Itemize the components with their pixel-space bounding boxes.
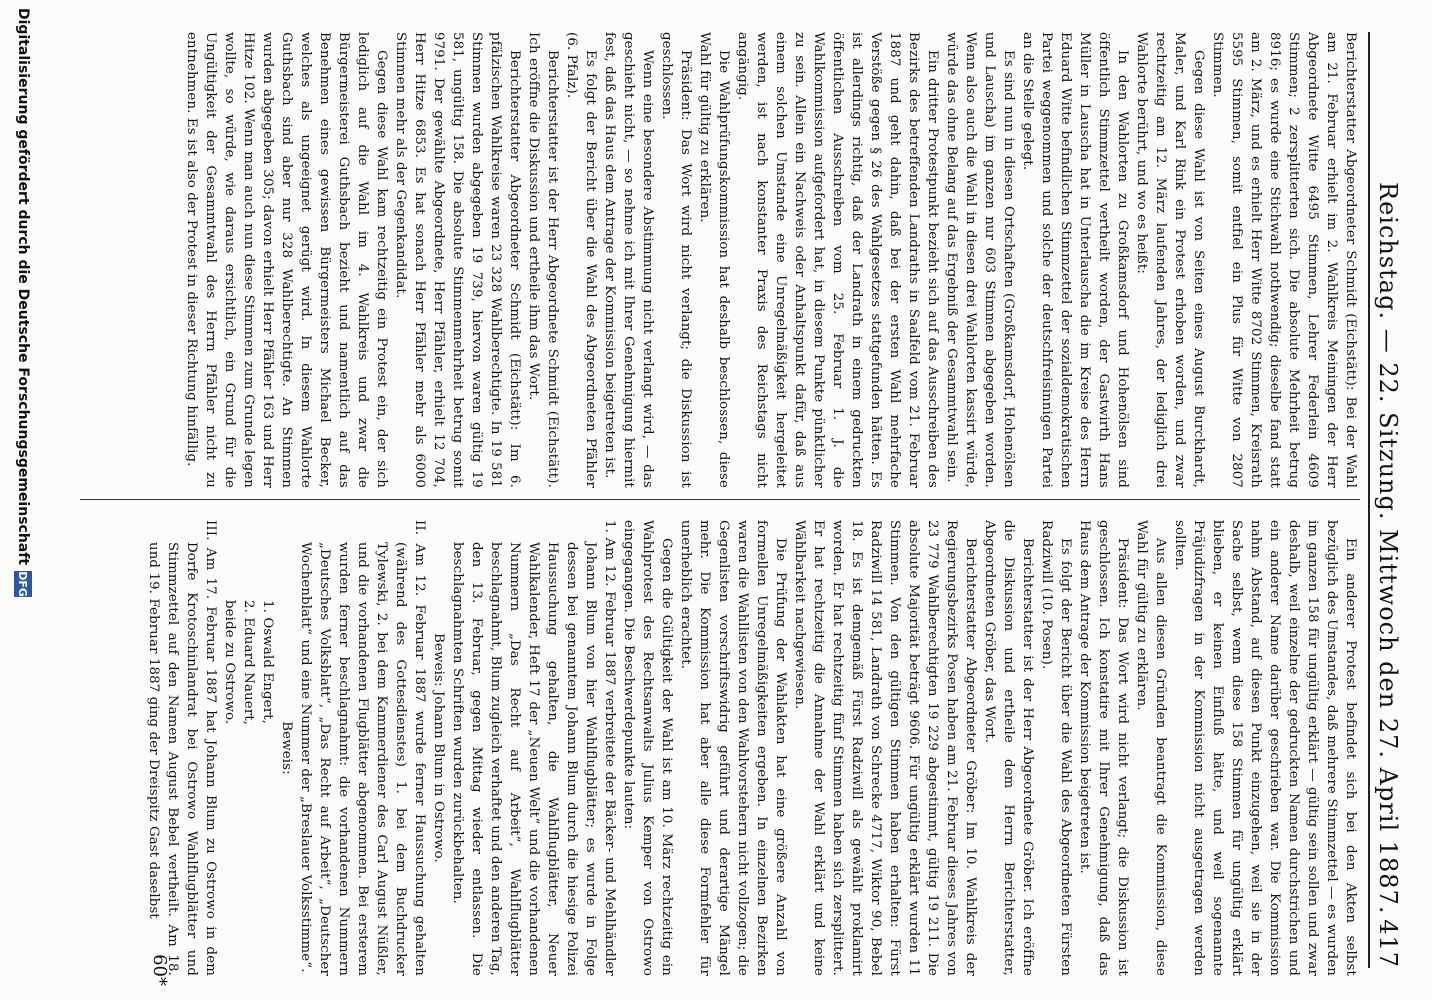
paragraph: Präsident: Das Wort wird nicht verlangt; die Diskussion ist geschlossen. <box>659 32 693 488</box>
paragraph: Aus allen diesen Gründen beantragt die Kommission, diese Wahl für gültig zu erklären. <box>1134 520 1168 976</box>
paragraph: Ein anderer Protest befindet sich bei den Akten selbst bezüglich des Umstandes, daß mehrere Stimmzettel — es wurden im ganzen 158 für ungültig erklärt — gültig sein sollen und zwar deshalb, weil einzelne der gedruckten Namen durchstrichen und ein anderer Name darüber geschrieben war. Die Kommission nahm Abstand, auf diesen Punkt einzugehen, weil sie in der Sache selbst, wenn diese 158 Stimmen für ungültig erklärt blieben, er keinen Einfluß hätte, und weil sogenannte Präjudizfragen in der Kommission nicht ausgetragen werden sollten. <box>1172 520 1358 976</box>
paragraph: Es sind nun in diesen Ortschaften (Großkamsdorf, Hohenölsen und Lauscha) im ganzen nur 603 Stimmen abgegeben worden. Wenn also auch die Wahl in diesen drei Wahlorten kassirt würde, würde das ohne Belang auf das Ergebniß der Gesammtwahl sein. <box>944 32 1016 488</box>
paragraph: III. Am 17. Februar 1887 hat Johann Blum zu Ostrowo in dem Dorfe Krotoschinlandrat bei Ostrowo Wahlflugblätter und Stimmzettel auf den Namen August Bebel vertheilt. Am 18. und 19. Februar 1887 ging der Dreispitz Gast daselbst <box>146 520 218 976</box>
signature-mark: 60* <box>149 954 170 986</box>
paragraph: Berichterstatter Abgeordneter Schmidt (Eichstätt): Im 6. pfälzischen Wahlkreise waren 23 328 Wahlberechtigte. In 19 581 Stimmen wurden abgegeben 19 739, hiervon waren gültig 19 581, ungültig 158. Die absolute Stimmenmehrheit betrug somit 9791. Der gewählte Abgeordnete, Herr Pfähler, erhielt 12 704, Herr Hitze 6853. Es hat sonach Herr Pfähler mehr als 6000 Stimmen mehr als der Gegenkandidat. <box>393 32 522 488</box>
dfg-logo: DFG <box>14 571 32 597</box>
paragraph: 2. Eduard Nauert, <box>241 600 256 726</box>
paragraph: Es folgt der Bericht über die Wahl des Abgeordneten Fürsten Radziwill (10. Posen). <box>1039 520 1073 976</box>
left-column <box>182 32 1360 488</box>
paragraph: Ein dritter Protestpunkt bezieht sich auf das Ausschreiben des Bezirks des betreffenden Landraths in Saalfeld vom 21. Februar 1887 und geht dahin, daß bei der ersten Wahl mehrfache Verstöße gegen § 26 des Wahlgesetzes stattgefunden hätten. Es ist allerdings richtig, daß der Landrath in einem gedruckten öffentlichen Ausschreiben vom 25. Februar 1. J. die Wahlkommission aufgefordert hat, in diesem Punkte pünktlicher zu sein. Allein ein Nachweis oder Anhaltspunkt dafür, daß aus einem solchen Umstande eine Unregelmäßigkeit hergeleitet werden, ist nach konstanter Praxis des Reichstags nicht angängig. <box>735 32 940 488</box>
paragraph: Berichterstatter ist der Herr Abgeordnete Gröber. Ich eröffne die Diskussion und ertheile dem Herrn Berichterstatter, Abgeordneten Gröber, das Wort. <box>982 520 1035 976</box>
page-number: 417 <box>1374 919 1402 968</box>
paragraph: Die Prüfung der Wahlakten hat eine größere Anzahl von formellen Unregelmäßigkeiten ergeben. In einzelnen Bezirken waren die Wahllisten von den Wahlvorstehern nicht vollzogen; die Gegenlisten vorschriftswidrig geführt und derartige Mängel mehr. Die Kommission hat aber alle diese Formfehler für unerheblich erachtet. <box>678 520 788 976</box>
paragraph: Gegen die Gültigkeit der Wahl ist am 10. März rechtzeitig ein Wahlprotest des Rechtsanwalts Julius Kemper von Ostrowo eingegangen. Die Beschwerdepunkte lauten: <box>621 520 674 976</box>
paragraph: beide zu Ostrowo. <box>222 600 237 725</box>
paragraph: Berichterstatter Abgeordneter Gröber: Im 10. Wahlkreis der Regierungsbezirks Posen haben am 21. Februar dieses Jahres von 23 779 Wahlberechtigten 19 229 abgestimmt, gültig 19 211. Die absolute Majorität beträgt 9606. Für ungültig erklärt wurden 11 Stimmen. Von den gültigen Stimmen haben erhalten: Fürst Radziwill 14 581, Landrath von Schrecke 4717, Wiktor 90, Bebel 18. Es ist demgemäß Fürst Radziwill als gewählt proklamirt worden. Er hat rechtzeitig fünf Stimmen haben sich zersplittert. Er hat rechtzeitig die Annahme der Wahl erklärt und keine Wählbarkeit nachgewiesen. <box>792 520 978 976</box>
paragraph: Gegen diese Wahl ist von Seiten eines August Burckhardt, Maler, und Karl Rink ein Protest erhoben worden, und zwar rechtzeitig am 12. März laufenden Jahres, der lediglich drei Wahlorte berührt, und wo es heißt: <box>1134 32 1206 488</box>
paragraph: 1. Am 12. Februar 1887 verbreitete der Bäcker- und Mehlhändler Johann Blum von hier Wahlflugblätter; es wurde in Folge dessen bei genanntem Johann Blum durch die hiesige Polizei Haussuchung gehalten, die Wahlflugblätter, Neuer Wahlkalender, Heft 17 der „Neuen Welt“ und die vorhandenen Nummern „Das Recht auf Arbeit“, Wahlflugblätter beschlagnahmt, Blum zugleich verhaftet und den anderen Tag, den 13. Februar, gegen Mittag wieder entlassen. Die beschlagnahmten Schriften wurden zurückbehalten. <box>450 520 617 976</box>
paragraph: Die Wahlprüfungskommission hat deshalb beschlossen, diese Wahl für gültig zu erklären. <box>697 32 731 488</box>
paragraph: Beweis: Johann Blum in Ostrowo. <box>431 633 446 863</box>
right-column <box>144 520 1360 976</box>
page-header <box>1370 32 1410 968</box>
paragraph: 1. Oswald Engert, <box>260 600 275 725</box>
paragraph: Berichterstatter ist der Herr Abgeordnete Schmidt (Eichstätt). Ich eröffne die Diskussion und ertheile ihm das Wort. <box>526 32 560 488</box>
paragraph: Beweis: <box>279 721 294 775</box>
attribution-text: Digitalisierung gefördert durch die Deutsche Forschungsgemeinschaft <box>15 8 31 566</box>
paragraph: In den Wahlorten zu Großkamsdorf und Hohenölsen sind öffentlich Stimmzettel vertheilt worden, der Gastwirth Hans Müller in Lauscha hat in Unterlauscha die im Kreise des Herrn Eduard Witte befindlichen Stimmzettel der sozialdemokratischen Partei weggenommen und solche der deutschfreisinnigen Partei an die Stelle gelegt. <box>1020 32 1130 488</box>
digitization-attribution <box>14 8 32 988</box>
paragraph: II. Am 12. Februar 1887 wurde ferner Haussuchung gehalten (während des Gottesdienstes) 1. bei dem Buchdrucker Tylewski, 2. bei dem Kammerdiener des Carl August Nüßler, und die vorhandenen Flugblätter abgenommen. Bei ersterem wurden ferner beschlagnahmt: die vorhandenen Nummern „Deutsches Volksblatt“, „Das Recht auf Arbeit“, „Deutscher Wochenblatt“ und eine Nummer der „Breslauer Volksstimme“. <box>298 520 427 976</box>
paragraph: Gegen diese Wahl kam rechtzeitig ein Protest ein, der sich lediglich auf die Wahl im 4. Wahlkreis und zwar die Bürgermeisterei Guthsbach bezieht und namentlich auf das Benehmen eines gewissen Bürgermeisters Michael Becker, welches als ungeeignet gerügt wird. In diesem Wahlorte Guthsbach sind aber nur 328 Wahlberechtigte. An Stimmen wurden abgegeben 305; davon erhielt Herr Pfähler 163 und Herr Hitze 102. Wenn man auch nun diese Stimmen zum Grunde legen wollte, so würde, wie daraus ersichtlich, ein Grund für die Ungültigkeit der Gesammtwahl des Herrn Pfähler nicht zu entnehmen. Es ist also der Protest in dieser Richtung hinfällig. <box>184 32 389 488</box>
paragraph: Es folgt der Bericht über die Wahl des Abgeordneten Pfähler (6. Pfalz). <box>564 32 598 488</box>
paragraph: Wenn eine besondere Abstimmung nicht verlangt wird, — das geschieht nicht, — so nehme ich mit Ihrer Genehmigung hiermit fest, daß das Haus dem Antrage der Kommission beigetreten ist. <box>602 32 655 488</box>
paragraph: Berichterstatter Abgeordneter Schmidt (Eichstätt): Bei der Wahl am 21. Februar erhielt im 2. Wahlkreis Meiningen der Herr Abgeordnete Witte 6495 Stimmen, Lehrer Federlein 4609 Stimmen; 2 zersplitterten sich. Die absolute Mehrheit betrug 8916; es wurde eine Stichwahl nothwendig; dieselbe fand statt am 2. März, und es erhielt Herr Witte 8702 Stimmen, Kreisrath 5595 Stimmen, somit entfiel ein Plus für Witte von 2807 Stimmen. <box>1210 32 1358 488</box>
paragraph: Präsident: Das Wort wird nicht verlangt; die Diskussion ist geschlossen. Ich konstatire mit Ihrer Genehmigung, daß das Haus dem Antrage der Kommission beigetreten ist. <box>1077 520 1130 976</box>
column-divider <box>80 499 1360 500</box>
header-rule <box>1368 32 1370 968</box>
running-title: Reichstag. — 22. Sitzung. Mittwoch den 27. April 1887. <box>1374 182 1402 915</box>
